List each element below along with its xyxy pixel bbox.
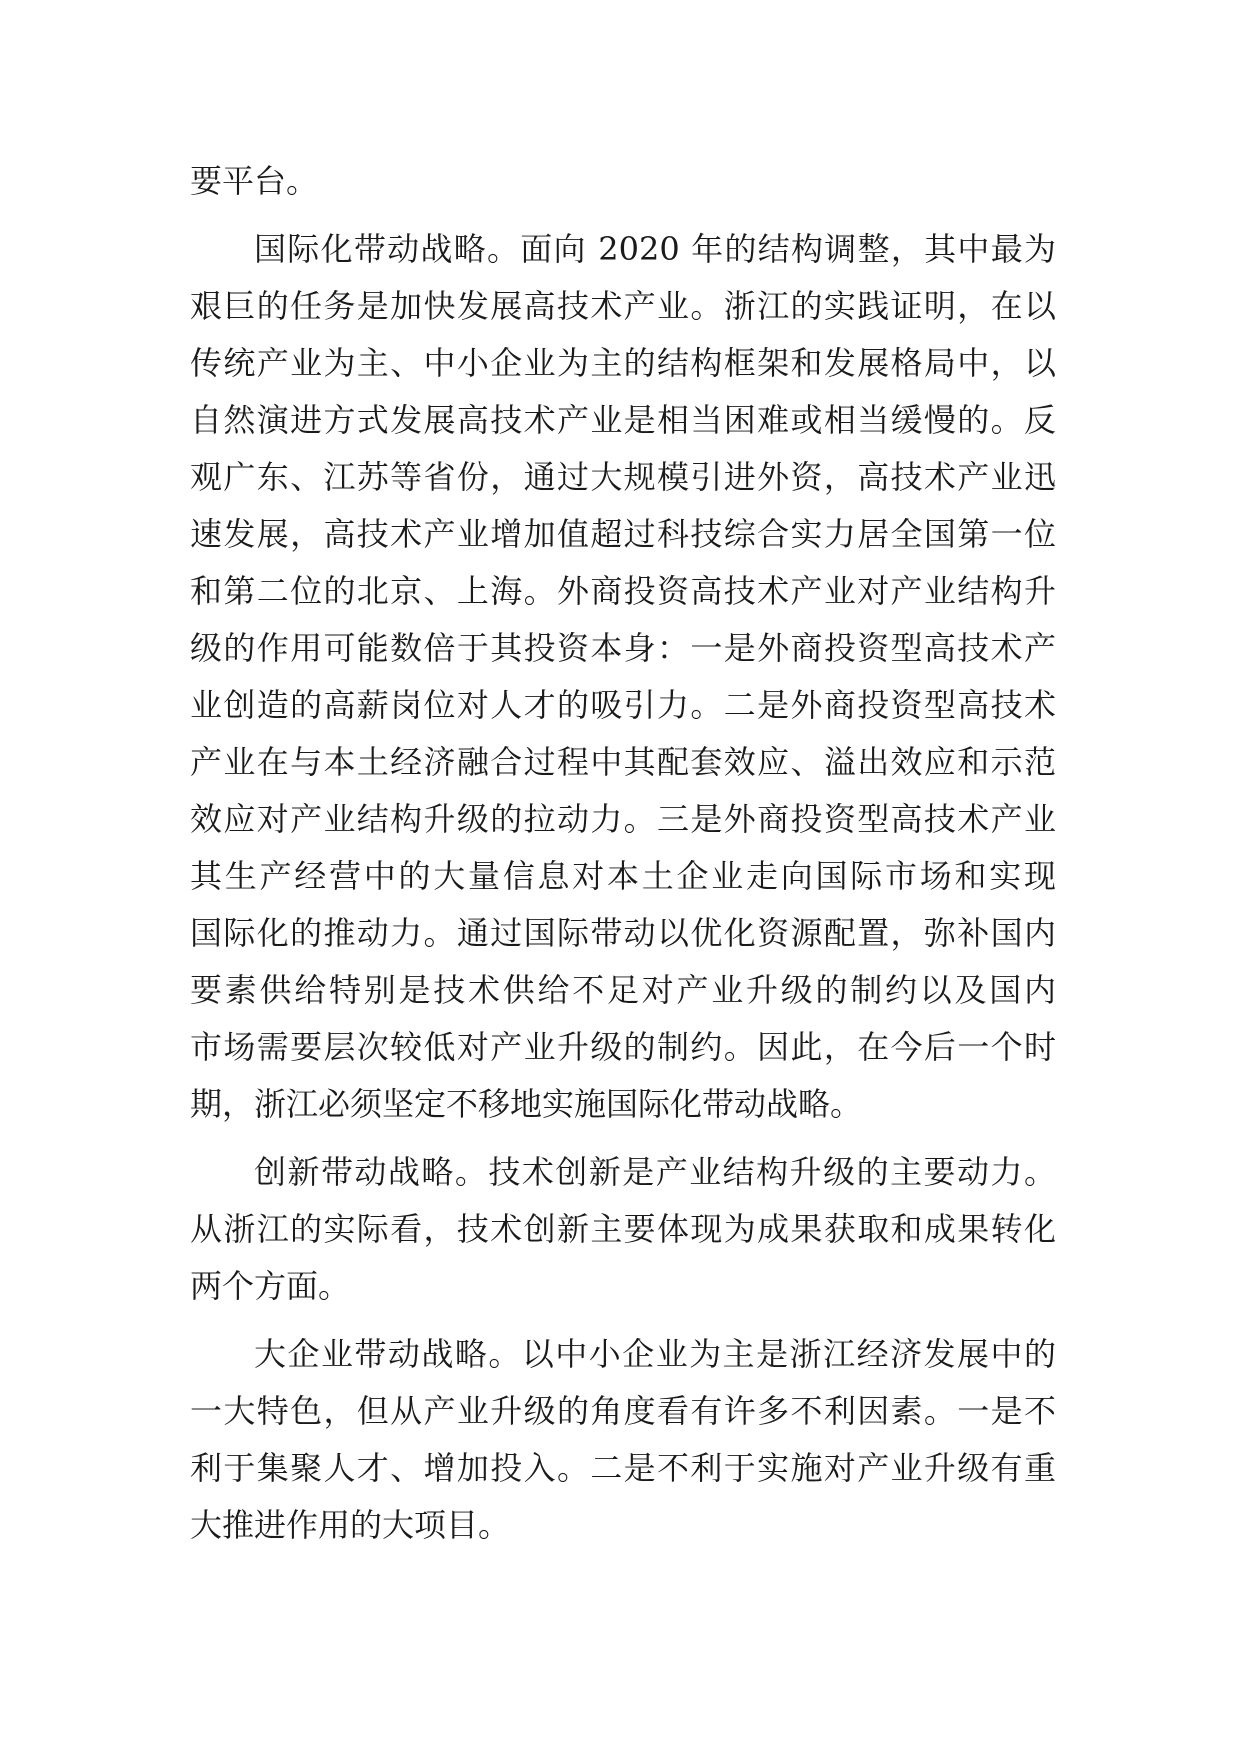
text-line: 自然演进方式发展高技术产业是相当困难或相当缓慢的。反 bbox=[190, 401, 1056, 439]
text-line: 利于集聚人才、增加投入。二是不利于实施对产业升级有重 bbox=[190, 1449, 1056, 1487]
text-line: 观广东、江苏等省份，通过大规模引进外资，高技术产业迅 bbox=[190, 458, 1056, 496]
document-page bbox=[190, 153, 1056, 1554]
text-line: 国际化的推动力。通过国际带动以优化资源配置，弥补国内 bbox=[190, 914, 1056, 952]
paragraph-gap bbox=[190, 1133, 1056, 1144]
paragraph bbox=[190, 153, 1056, 210]
text-line: 市场需要层次较低对产业升级的制约。因此，在今后一个时 bbox=[190, 1028, 1056, 1066]
text-line: 和第二位的北京、上海。外商投资高技术产业对产业结构升 bbox=[190, 572, 1056, 610]
text-line: 级的作用可能数倍于其投资本身：一是外商投资型高技术产 bbox=[190, 629, 1056, 667]
text-line: 从浙江的实际看，技术创新主要体现为成果获取和成果转化 bbox=[190, 1210, 1056, 1248]
text-line: 期，浙江必须坚定不移地实施国际化带动战略。 bbox=[190, 1085, 863, 1123]
text-line: 速发展，高技术产业增加值超过科技综合实力居全国第一位 bbox=[190, 515, 1056, 553]
paragraph bbox=[190, 1144, 1056, 1315]
text-line: 大企业带动战略。以中小企业为主是浙江经济发展中的 bbox=[254, 1335, 1056, 1373]
text-line: 大推进作用的大项目。 bbox=[190, 1506, 511, 1544]
text-line: 效应对产业结构升级的拉动力。三是外商投资型高技术产业 bbox=[190, 800, 1056, 838]
paragraph-gap bbox=[190, 210, 1056, 221]
text-line: 国际化带动战略。面向 2020 年的结构调整，其中最为 bbox=[254, 230, 1056, 268]
text-line: 两个方面。 bbox=[190, 1267, 351, 1305]
paragraph bbox=[190, 221, 1056, 1133]
paragraph bbox=[190, 1326, 1056, 1554]
text-line: 一大特色，但从产业升级的角度看有许多不利因素。一是不 bbox=[190, 1392, 1056, 1430]
text-line: 传统产业为主、中小企业为主的结构框架和发展格局中，以 bbox=[190, 344, 1056, 382]
text-line: 产业在与本土经济融合过程中其配套效应、溢出效应和示范 bbox=[190, 743, 1056, 781]
paragraph-gap bbox=[190, 1315, 1056, 1326]
text-line: 艰巨的任务是加快发展高技术产业。浙江的实践证明，在以 bbox=[190, 287, 1056, 325]
text-line: 业创造的高薪岗位对人才的吸引力。二是外商投资型高技术 bbox=[190, 686, 1056, 724]
text-line: 创新带动战略。技术创新是产业结构升级的主要动力。 bbox=[254, 1153, 1056, 1191]
text-line: 要平台。 bbox=[190, 162, 319, 200]
text-line: 要素供给特别是技术供给不足对产业升级的制约以及国内 bbox=[190, 971, 1056, 1009]
text-line: 其生产经营中的大量信息对本土企业走向国际市场和实现 bbox=[190, 857, 1056, 895]
